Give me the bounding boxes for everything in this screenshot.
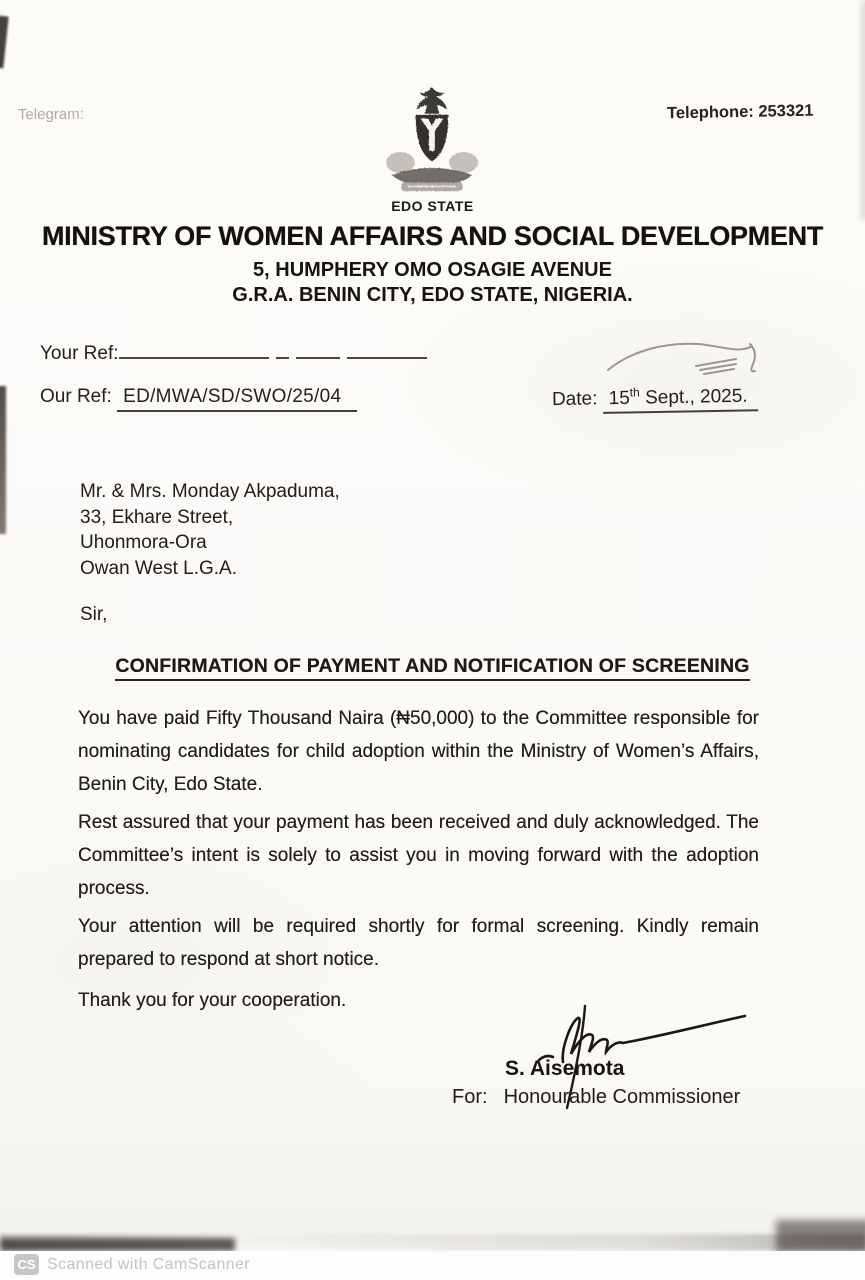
your-ref-line [40,341,427,365]
scan-artifact-right-edge [861,0,865,220]
date-value: 15th Sept., 2025. [602,383,757,414]
salutation: Sir, [80,604,108,625]
recipient-line: Mr. & Mrs. Monday Akpaduma, [80,481,340,502]
scan-artifact-bottom-left [0,1238,235,1251]
body-paragraph: Your attention will be required shortly for formal screening. Kindly remain prepared to respond at short notice. [78,916,759,970]
body-paragraph: Rest assured that your payment has been received and duly acknowledged. The Committee’s intent is solely to assist you in moving forward with the adoption process. [78,812,759,899]
address-line-1: 5, HUMPHERY OMO OSAGIE AVENUE [253,259,612,281]
recipient-line: Owan West L.G.A. [80,557,237,579]
address-line-2: G.R.A. BENIN CITY, EDO STATE, NIGERIA. [232,284,633,306]
body-paragraph: Thank you for your cooperation. [78,990,347,1011]
pen-scribble [600,334,770,386]
camscanner-logo-icon: CS [14,1254,39,1275]
scan-artifact-left-edge [0,386,6,534]
crest-caption: EDO STATE [391,198,474,214]
telephone-number: Telephone: 253321 [666,101,814,123]
scan-artifact-bottom-right [776,1220,865,1252]
recipient-address [80,479,340,581]
edo-state-crest-icon [372,86,492,196]
your-ref-blank [119,341,269,359]
camscanner-watermark: Scanned with CamScanner [47,1256,251,1273]
subject-heading: CONFIRMATION OF PAYMENT AND NOTIFICATION OF SCREENING [0,655,865,678]
our-ref-value: ED/MWA/SD/SWO/25/04 [117,386,357,412]
date-line [552,383,758,415]
recipient-line: Uhonmora-Ora [80,532,207,553]
body-paragraph: You have paid Fifty Thousand Naira (₦50,000) to the Committee responsible for nominating candidates for child adoption within the Ministry of Women’s Affairs, Benin City, Edo State. [78,708,759,795]
your-ref-label: Your Ref: [40,343,119,364]
ministry-title: MINISTRY OF WOMEN AFFAIRS AND SOCIAL DEVELOPMENT [41,221,824,251]
signatory-title-line [452,1086,740,1109]
our-ref-label: Our Ref: [40,386,112,407]
for-label: For: [452,1086,488,1108]
signatory-title: Honourable Commissioner [503,1086,741,1108]
recipient-line: 33, Ekhare Street, [80,506,234,528]
telegram-label: Telegram: [17,105,84,124]
signatory-name: S. Aisemota [505,1057,625,1080]
our-ref-line [40,386,357,412]
date-label: Date: [551,388,598,411]
scan-artifact-top-left [0,16,9,69]
